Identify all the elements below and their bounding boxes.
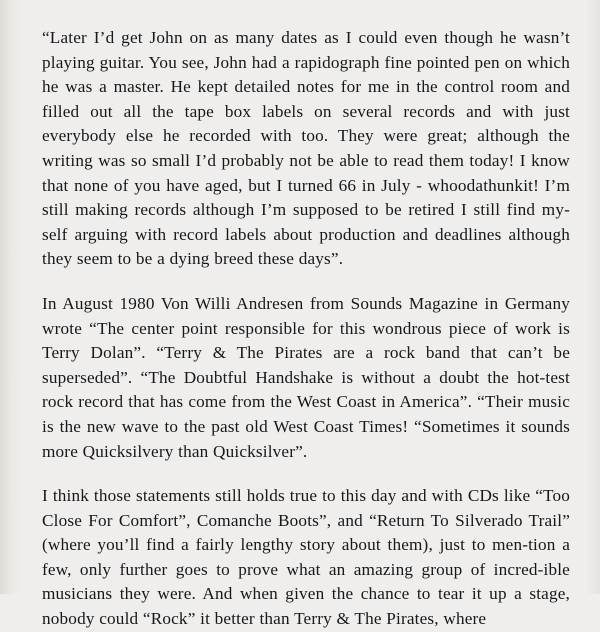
document-body — [42, 26, 570, 632]
paragraph-1: “Later I’d get John on as many dates as I could even though he wasn’t playing guitar. You see, John had a rapidograph fine pointed pen on which he was a master. He kept detailed notes for me in the control room and filled out all the tape box labels on several records and with just everybody else he recorded with too. They were great; although the writing was so small I’d probably not be able to read them today! I know that none of you have aged, but I turned 66 in July - whoodathunkit! I’m still making records although I’m supposed to be retired I still find my-self arguing with record labels about production and deadlines although they seem to be a dying breed these days”. — [42, 28, 570, 269]
paragraph-2: In August 1980 Von Willi Andresen from Sounds Magazine in Germany wrote “The center point responsible for this wondrous piece of work is Terry Dolan”. “Terry & The Pirates are a rock band that can’t be superseded”. “The Doubtful Handshake is without a doubt the hot-test rock record that has come from the West Coast in America”. “Their music is the new wave to the past old West Coast Times! “Sometimes it sounds more Quicksilvery than Quicksilver”. — [42, 293, 570, 461]
paragraph-3: I think those statements still holds true to this day and with CDs like “Too Close For Comfort”, Comanche Boots”, and “Return To Silverado Trail” (where you’ll find a fairly lengthy story about them), just to men-tion a few, only further goes to prove what an amazing group of incred-ible musicians they were. And when given the chance to tear it up a stage, nobody could “Rock” it better than Terry & The Pirates, where — [42, 486, 570, 629]
